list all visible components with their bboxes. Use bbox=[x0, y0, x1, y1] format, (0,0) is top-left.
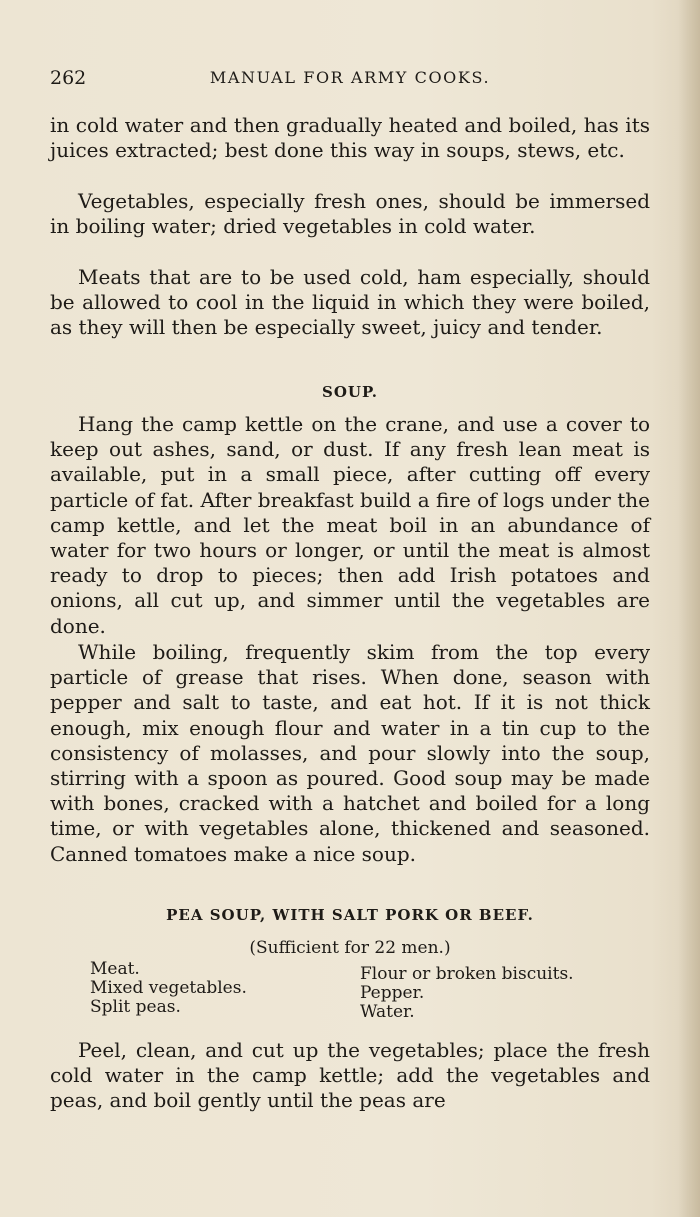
heading-pea-soup: PEA SOUP, WITH SALT PORK OR BEEF. bbox=[166, 906, 534, 924]
heading-soup: SOUP. bbox=[322, 383, 378, 401]
paragraph-soup-finishing: While boiling, frequently skim from the top every particle of grease that rises. When done, season with pepper and salt to taste, and eat hot. If it is not thick enough, mix enough flour and water in a tin cup to the consistency of molasses, and pour slowly into the soup, stirring with a spoon as poured. Good soup may be made with bones, cracked with a hatchet and boiled for a long time, or with vegetables alone, thickened and seasoned. Canned tomatoes make a nice soup. bbox=[50, 640, 650, 866]
ingredients-right-column bbox=[360, 965, 640, 1022]
ingredient-item: Pepper. bbox=[360, 983, 425, 1003]
ingredient-item: Flour or broken biscuits. bbox=[360, 964, 574, 984]
ingredient-item: Mixed vegetables. bbox=[90, 978, 247, 998]
ingredient-item: Water. bbox=[360, 1002, 415, 1022]
page-spine-shadow bbox=[678, 0, 700, 1217]
paragraph-soup-method: Hang the camp kettle on the crane, and use a cover to keep out ashes, sand, or dust. If any fresh lean meat is available, put in a small piece, after cutting off every particle of fat. After breakfast build a fire of logs under the camp kettle, and let the meat boil in an abundance of water for two hours or longer, or until the meat is almost ready to drop to pieces; then add Irish potatoes and onions, all cut up, and simmer until the vegetables are done. bbox=[50, 412, 650, 638]
recipe-yield: (Sufficient for 22 men.) bbox=[249, 938, 451, 958]
ingredient-item: Meat. bbox=[90, 959, 140, 979]
ingredients-left-column bbox=[90, 960, 330, 1017]
page-number: 262 bbox=[50, 67, 87, 89]
paragraph-vegetables: Vegetables, especially fresh ones, should be immersed in boiling water; dried vegetables in cold water. bbox=[50, 189, 650, 239]
paragraph-cold-meats: Meats that are to be used cold, ham especially, should be allowed to cool in the liquid in which they were boiled, as they will then be especially sweet, juicy and tender. bbox=[50, 265, 650, 340]
paragraph-cold-water: in cold water and then gradually heated and boiled, has its juices extracted; best done this way in soups, stews, etc. bbox=[50, 113, 650, 163]
page-header bbox=[50, 66, 650, 90]
ingredient-item: Split peas. bbox=[90, 997, 181, 1017]
paragraph-pea-soup-method: Peel, clean, and cut up the vegetables; place the fresh cold water in the camp kettle; add the vegetables and peas, and boil gently until the peas are bbox=[50, 1038, 650, 1113]
running-title: MANUAL FOR ARMY COOKS. bbox=[209, 68, 491, 87]
